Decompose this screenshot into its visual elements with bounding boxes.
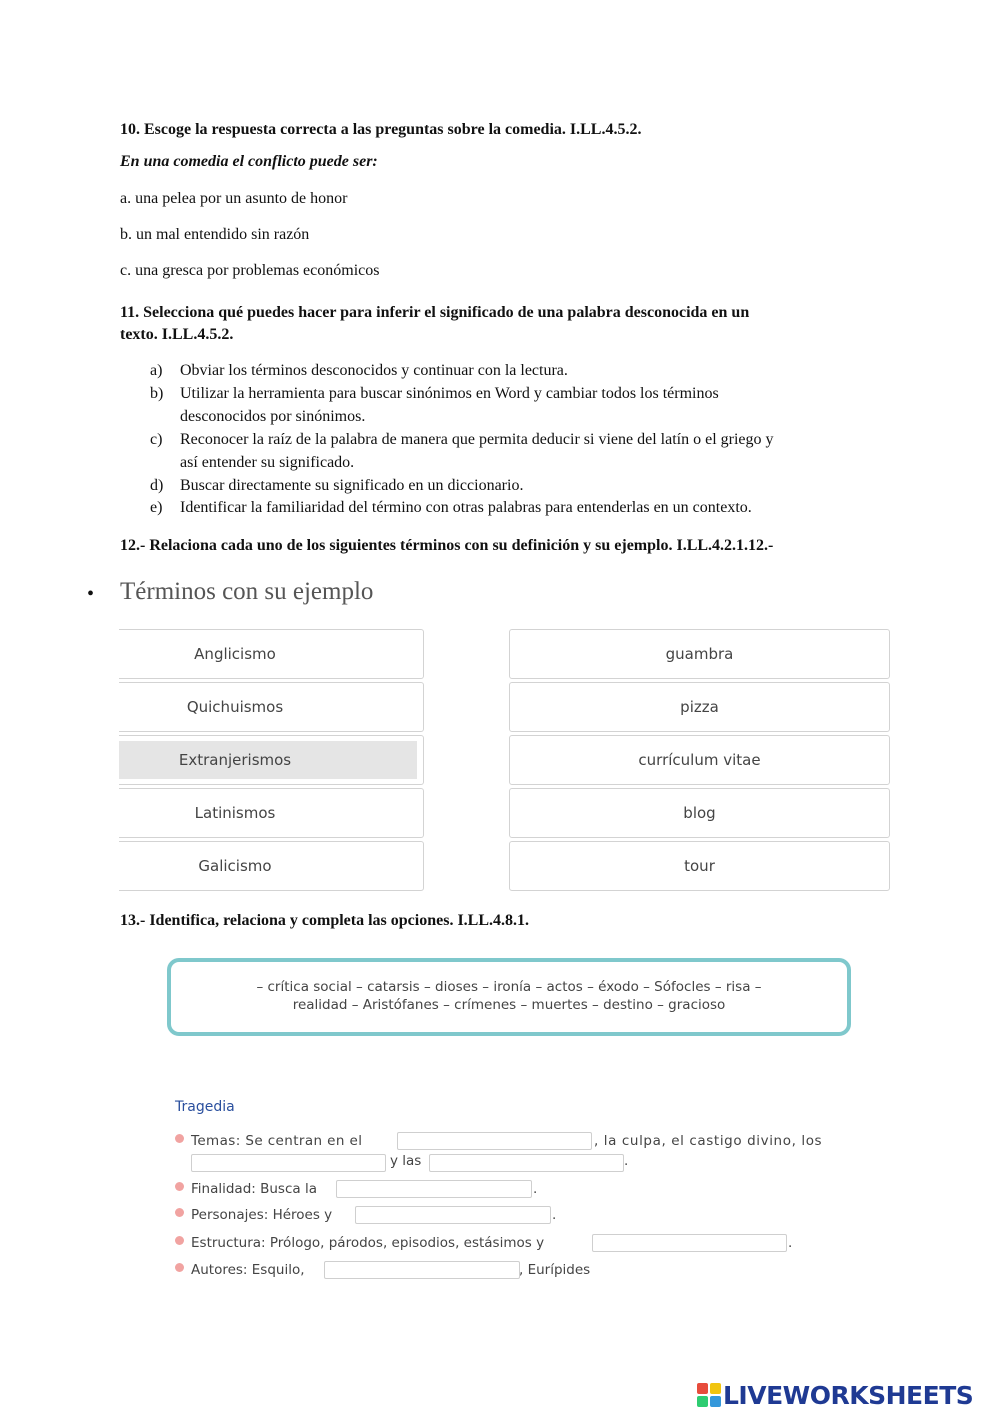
- term-latinismos[interactable]: [119, 788, 424, 838]
- bullet-dot: [175, 1236, 184, 1245]
- period: .: [552, 1207, 557, 1223]
- q11-title-line2: texto. I.LL.4.5.2.: [120, 326, 234, 343]
- q10-subtitle: En una comedia el conflicto puede ser:: [120, 153, 378, 170]
- estructura-label: Estructura: Prólogo, párodos, episodios, estásimos y: [191, 1235, 545, 1251]
- term-anglicismo[interactable]: [119, 629, 424, 679]
- autores-input[interactable]: [324, 1261, 520, 1279]
- q10-title: 10. Escoge la respuesta correcta a las preguntas sobre la comedia. I.LL.4.5.2.: [120, 121, 642, 138]
- liveworksheets-logo: [697, 1378, 973, 1412]
- term-extranjerismos[interactable]: [119, 735, 424, 785]
- q11-option-letter: b): [150, 385, 164, 402]
- temas-input-2[interactable]: [191, 1154, 386, 1172]
- q11-option-a[interactable]: [150, 359, 880, 382]
- q11-option-text: Buscar directamente su significado en un diccionario.: [180, 477, 524, 494]
- autores-end: , Eurípides: [519, 1262, 591, 1278]
- example-label: blog: [683, 804, 716, 822]
- example-curriculum-vitae[interactable]: [509, 735, 890, 785]
- example-pizza[interactable]: [509, 682, 890, 732]
- q10-option-b[interactable]: b. un mal entendido sin razón: [120, 226, 310, 243]
- period: .: [533, 1181, 538, 1197]
- example-label: currículum vitae: [638, 751, 761, 769]
- word-bank: [167, 958, 851, 1036]
- personajes-input[interactable]: [355, 1206, 551, 1224]
- period: .: [624, 1153, 629, 1169]
- tragedia-title: Tragedia: [175, 1099, 235, 1115]
- example-blog[interactable]: [509, 788, 890, 838]
- q10-option-c[interactable]: c. una gresca por problemas económicos: [120, 262, 380, 279]
- term-label: Extranjerismos: [178, 751, 292, 769]
- q11-option-letter: d): [150, 477, 164, 494]
- temas-mid: , la culpa, el castigo divino, los: [594, 1133, 823, 1149]
- temas-y-las: y las: [390, 1153, 422, 1169]
- q11-option-b[interactable]: [150, 382, 880, 428]
- q10-option-a[interactable]: a. una pelea por un asunto de honor: [120, 190, 348, 207]
- q11-option-d[interactable]: [150, 474, 880, 497]
- example-label: guambra: [665, 645, 734, 663]
- q11-option-c[interactable]: [150, 428, 880, 474]
- example-tour[interactable]: [509, 841, 890, 891]
- bullet-dot: [175, 1134, 184, 1143]
- term-quichuismos[interactable]: [119, 682, 424, 732]
- q11-option-text: Identificar la familiaridad del término con otras palabras para entenderlas en un contexto.: [180, 499, 752, 516]
- liveworksheets-logo-icon: [697, 1383, 721, 1407]
- example-label: pizza: [680, 698, 719, 716]
- liveworksheets-logo-text: LIVEWORKSHEETS: [723, 1380, 974, 1410]
- temas-input-3[interactable]: [429, 1154, 624, 1172]
- term-label: Latinismos: [194, 804, 276, 822]
- q13-title: 13.- Identifica, relaciona y completa las opciones. I.LL.4.8.1.: [120, 912, 530, 929]
- term-label: Quichuismos: [186, 698, 284, 716]
- temas-input-1[interactable]: [397, 1132, 592, 1150]
- q11-option-text-cont: desconocidos por sinónimos.: [180, 408, 366, 425]
- term-label: Galicismo: [198, 857, 272, 875]
- period: .: [788, 1235, 793, 1251]
- example-guambra[interactable]: [509, 629, 890, 679]
- bullet: •: [87, 583, 95, 605]
- finalidad-input[interactable]: [336, 1180, 532, 1198]
- autores-label: Autores: Esquilo,: [191, 1262, 305, 1278]
- term-label: Anglicismo: [194, 645, 276, 663]
- q11-option-letter: a): [150, 362, 163, 379]
- q11-option-letter: e): [150, 499, 163, 516]
- q11-option-text: Utilizar la herramienta para buscar sinónimos en Word y cambiar todos los términos: [180, 385, 719, 402]
- word-bank-line2: realidad – Aristófanes – crímenes – muertes – destino – gracioso: [292, 997, 726, 1013]
- q11-title-line1: 11. Selecciona qué puedes hacer para inferir el significado de una palabra desconocida en un: [120, 304, 750, 321]
- example-label: tour: [684, 857, 715, 875]
- q11-option-letter: c): [150, 431, 163, 448]
- personajes-label: Personajes: Héroes y: [191, 1207, 333, 1223]
- temas-label: Temas: Se centran en el: [191, 1133, 363, 1149]
- estructura-input[interactable]: [592, 1234, 787, 1252]
- q11-option-text: Reconocer la raíz de la palabra de manera que permita deducir si viene del latín o el griego y: [180, 431, 774, 448]
- bullet-dot: [175, 1263, 184, 1272]
- word-bank-line1: – crítica social – catarsis – dioses – ironía – actos – éxodo – Sófocles – risa –: [256, 979, 762, 995]
- q11-option-text-cont: así entender su significado.: [180, 454, 355, 471]
- finalidad-label: Finalidad: Busca la: [191, 1181, 317, 1197]
- q11-option-text: Obviar los términos desconocidos y continuar con la lectura.: [180, 362, 568, 379]
- q11-option-e[interactable]: [150, 496, 880, 519]
- bullet-dot: [175, 1182, 184, 1191]
- q12-heading: Términos con su ejemplo: [120, 578, 374, 605]
- term-galicismo[interactable]: [119, 841, 424, 891]
- bullet-dot: [175, 1208, 184, 1217]
- q12-title: 12.- Relaciona cada uno de los siguientes términos con su definición y su ejemplo. I.LL.4.2.1.12.-: [120, 537, 774, 554]
